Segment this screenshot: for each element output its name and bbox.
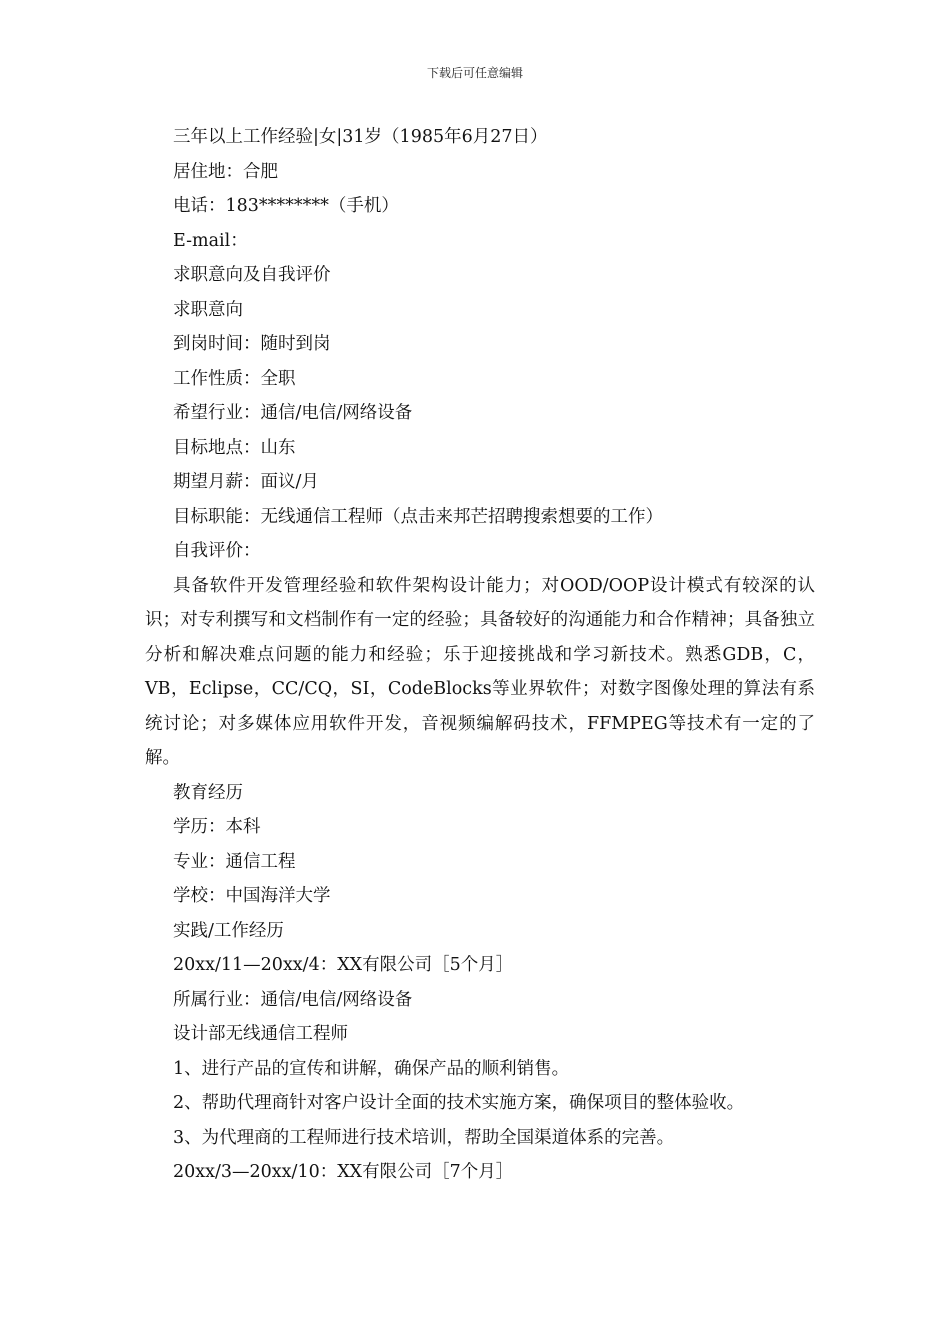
location-line: 目标地点：山东 bbox=[173, 437, 296, 458]
industry-line: 希望行业：通信/电信/网络设备 bbox=[173, 403, 413, 423]
resume-body bbox=[145, 120, 815, 1190]
page-header-note: 下载后可任意编辑 bbox=[426, 66, 523, 80]
basic-info-line: 三年以上工作经验|女|31岁（1985年6月27日） bbox=[173, 127, 548, 147]
self-evaluation-paragraph: 具备软件开发管理经验和软件架构设计能力；对OOD/OOP设计模式有较深的认识；对专利撰写和文档制作有一定的经验；具备较好的沟通能力和合作精神；具备独立分析和解决难点问题的能力和经验；乐于迎接挑战和学习新技术。熟悉GDB，C，VB，Eclipse，CC/CQ，SI，CodeBlocks等业界软件；对数字图像处理的算法有系统讨论；对多媒体应用软件开发，音视频编解码技术，FFMPEG等技术有一定的了解。 bbox=[145, 575, 815, 768]
salary-line: 期望月薪：面议/月 bbox=[173, 472, 319, 492]
major-line: 专业：通信工程 bbox=[173, 851, 296, 872]
section-heading-experience: 实践/工作经历 bbox=[173, 920, 284, 941]
duty-item: 3、为代理商的工程师进行技术培训，帮助全国渠道体系的完善。 bbox=[173, 1127, 675, 1148]
section-heading-intent: 求职意向 bbox=[173, 299, 243, 320]
duty-item: 2、帮助代理商针对客户设计全面的技术实施方案，确保项目的整体验收。 bbox=[173, 1093, 745, 1113]
job-title-line: 设计部无线通信工程师 bbox=[173, 1024, 348, 1044]
phone-line: 电话：183********（手机） bbox=[173, 196, 399, 216]
self-evaluation-heading: 自我评价： bbox=[173, 541, 261, 561]
section-heading-intent-evaluation: 求职意向及自我评价 bbox=[173, 265, 331, 285]
job-industry-line: 所属行业：通信/电信/网络设备 bbox=[173, 989, 413, 1010]
degree-line: 学历：本科 bbox=[173, 817, 261, 837]
email-line: E-mail： bbox=[173, 230, 248, 251]
target-role-line: 目标职能：无线通信工程师（点击来邦芒招聘搜索想要的工作） bbox=[173, 506, 663, 527]
start-time-line: 到岗时间：随时到岗 bbox=[173, 334, 331, 354]
job-type-line: 工作性质：全职 bbox=[173, 368, 296, 389]
school-line: 学校：中国海洋大学 bbox=[173, 886, 331, 906]
job-period-line: 20xx/11—20xx/4：XX有限公司［5个月］ bbox=[173, 955, 514, 975]
job-period-line: 20xx/3—20xx/10：XX有限公司［7个月］ bbox=[173, 1162, 514, 1182]
duty-item: 1、进行产品的宣传和讲解，确保产品的顺利销售。 bbox=[173, 1058, 570, 1079]
residence-line: 居住地：合肥 bbox=[173, 161, 278, 182]
section-heading-education: 教育经历 bbox=[173, 782, 243, 803]
